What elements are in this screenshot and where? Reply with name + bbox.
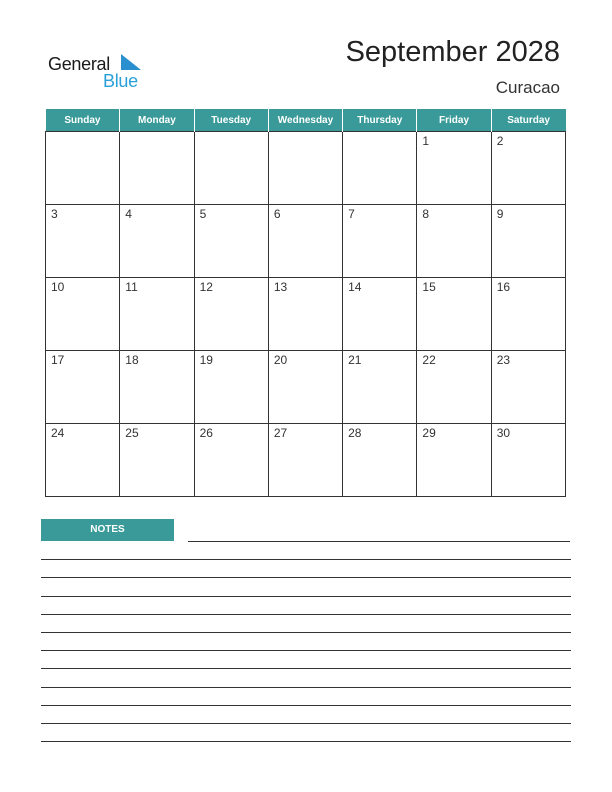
day-cell [417,132,491,205]
day-number: 10 [51,280,65,294]
day-number: 5 [199,207,207,221]
day-cell [194,351,268,424]
day-cell [268,424,342,497]
day-number: 22 [422,353,436,367]
day-cell [46,278,120,351]
day-number: 8 [422,207,430,221]
day-number: 13 [273,280,288,294]
week-row [46,351,566,424]
day-number: 17 [51,353,65,367]
calendar-country: Curacao [495,78,560,97]
notes-line [41,596,571,597]
day-cell [268,205,342,278]
day-number [46,132,119,134]
day-cell [343,278,417,351]
day-number: 27 [273,426,288,440]
brand-flag-icon [121,54,141,70]
day-cell [120,351,194,424]
notes-line [41,614,571,615]
day-number: 16 [496,280,511,294]
day-number: 2 [496,134,504,148]
day-number: 15 [422,280,436,294]
day-cell [417,424,491,497]
brand-word-general: General [48,54,110,74]
notes-line [41,632,571,633]
day-number: 26 [199,426,213,440]
day-number: 9 [496,207,504,221]
day-cell [120,205,194,278]
day-cell [491,132,565,205]
day-number: 24 [51,426,65,440]
day-number [195,132,268,134]
day-cell [46,132,120,205]
day-number: 29 [422,426,436,440]
day-cell [417,278,491,351]
day-number: 30 [496,426,511,440]
day-number: 28 [348,426,362,440]
day-number: 3 [51,207,58,221]
day-number: 11 [125,280,138,294]
day-cell [491,351,565,424]
notes-line [41,705,571,706]
brand-word-blue: Blue [103,71,138,91]
weekday-header: Thursday [343,109,417,132]
notes-line [41,559,571,560]
day-cell [343,424,417,497]
day-number: 23 [496,353,511,367]
brand-logo [48,52,158,92]
day-number: 4 [125,207,132,221]
weekday-header: Saturday [491,109,565,132]
day-number [120,132,193,134]
day-number [269,132,342,134]
day-cell [268,351,342,424]
day-cell [268,278,342,351]
weekday-header-row [46,109,566,132]
notes-line [188,541,570,542]
notes-line [41,668,571,669]
day-cell [194,205,268,278]
calendar-title: September 2028 [345,36,560,68]
day-cell [46,205,120,278]
week-row [46,205,566,278]
day-number: 18 [125,353,139,367]
day-cell [120,132,194,205]
day-number: 25 [125,426,139,440]
notes-line [41,577,571,578]
day-number: 12 [199,280,213,294]
day-cell [491,424,565,497]
notes-line [41,687,571,688]
day-cell [268,132,342,205]
day-number: 19 [199,353,213,367]
day-number: 20 [273,353,288,367]
day-cell [417,351,491,424]
notes-label: NOTES [41,519,174,541]
weekday-header: Monday [120,109,194,132]
day-cell [491,278,565,351]
weekday-header: Friday [417,109,491,132]
weekday-header: Sunday [46,109,120,132]
day-number: 1 [422,134,430,148]
day-cell [491,205,565,278]
notes-line [41,723,571,724]
day-number: 6 [273,207,281,221]
day-cell [194,278,268,351]
day-cell [194,424,268,497]
weekday-header: Tuesday [194,109,268,132]
day-number: 14 [348,280,362,294]
day-cell [194,132,268,205]
week-row [46,132,566,205]
week-row [46,424,566,497]
week-row [46,278,566,351]
day-cell [417,205,491,278]
notes-line [41,741,571,742]
day-cell [46,424,120,497]
notes-line [41,650,571,651]
weekday-header: Wednesday [268,109,342,132]
day-number: 21 [348,353,362,367]
day-number [343,132,416,134]
day-cell [120,424,194,497]
day-cell [343,205,417,278]
calendar-grid [45,109,566,497]
day-cell [46,351,120,424]
day-cell [343,132,417,205]
day-cell [343,351,417,424]
day-number: 7 [348,207,355,221]
day-cell [120,278,194,351]
